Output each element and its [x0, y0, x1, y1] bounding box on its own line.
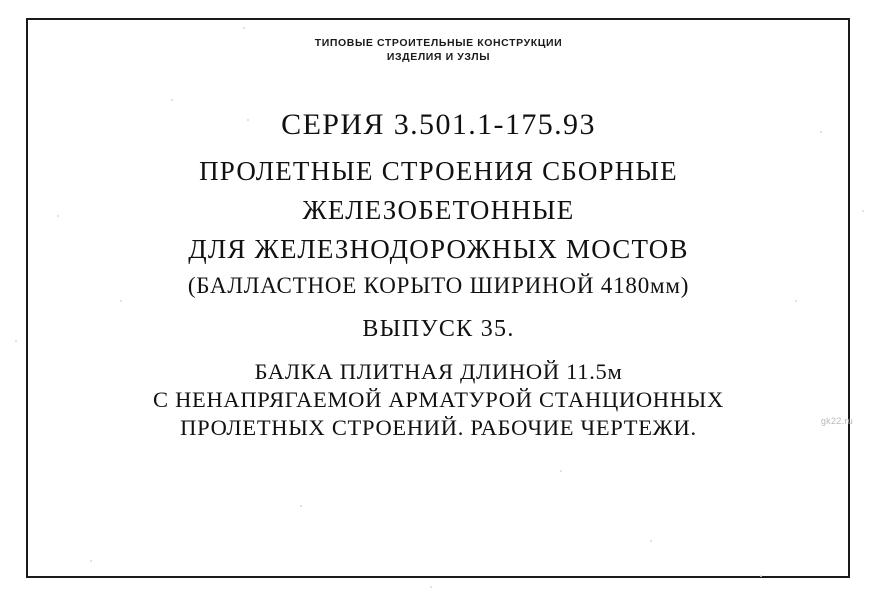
- description-line-3: ПРОЛЕТНЫХ СТРОЕНИЙ. РАБОЧИЕ ЧЕРТЕЖИ.: [180, 415, 697, 440]
- title-line-2: ЖЕЛЕЗОБЕТОННЫЕ: [302, 195, 575, 225]
- kicker-line-1: ТИПОВЫЕ СТРОИТЕЛЬНЫЕ КОНСТРУКЦИИ: [314, 37, 563, 49]
- issue-number: ВЫПУСК 35.: [362, 316, 515, 342]
- description-line-2: С НЕНАПРЯГАЕМОЙ АРМАТУРОЙ СТАНЦИОННЫХ: [153, 387, 724, 412]
- series-number: СЕРИЯ 3.501.1-175.93: [281, 108, 596, 141]
- document-kicker: [0, 36, 877, 64]
- document-title: [0, 152, 877, 303]
- document-subtitle: (БАЛЛАСТНОЕ КОРЫТО ШИРИНОЙ 4180мм): [187, 273, 690, 298]
- title-line-3: ДЛЯ ЖЕЛЕЗНОДОРОЖНЫХ МОСТОВ: [188, 234, 689, 264]
- document-description: [0, 358, 877, 442]
- title-line-1: ПРОЛЕТНЫЕ СТРОЕНИЯ СБОРНЫЕ: [199, 156, 678, 186]
- description-line-1: БАЛКА ПЛИТНАЯ ДЛИНОЙ 11.5м: [254, 359, 623, 384]
- watermark: gk22.ru: [820, 416, 853, 426]
- kicker-line-2: ИЗДЕЛИЯ И УЗЛЫ: [386, 51, 491, 63]
